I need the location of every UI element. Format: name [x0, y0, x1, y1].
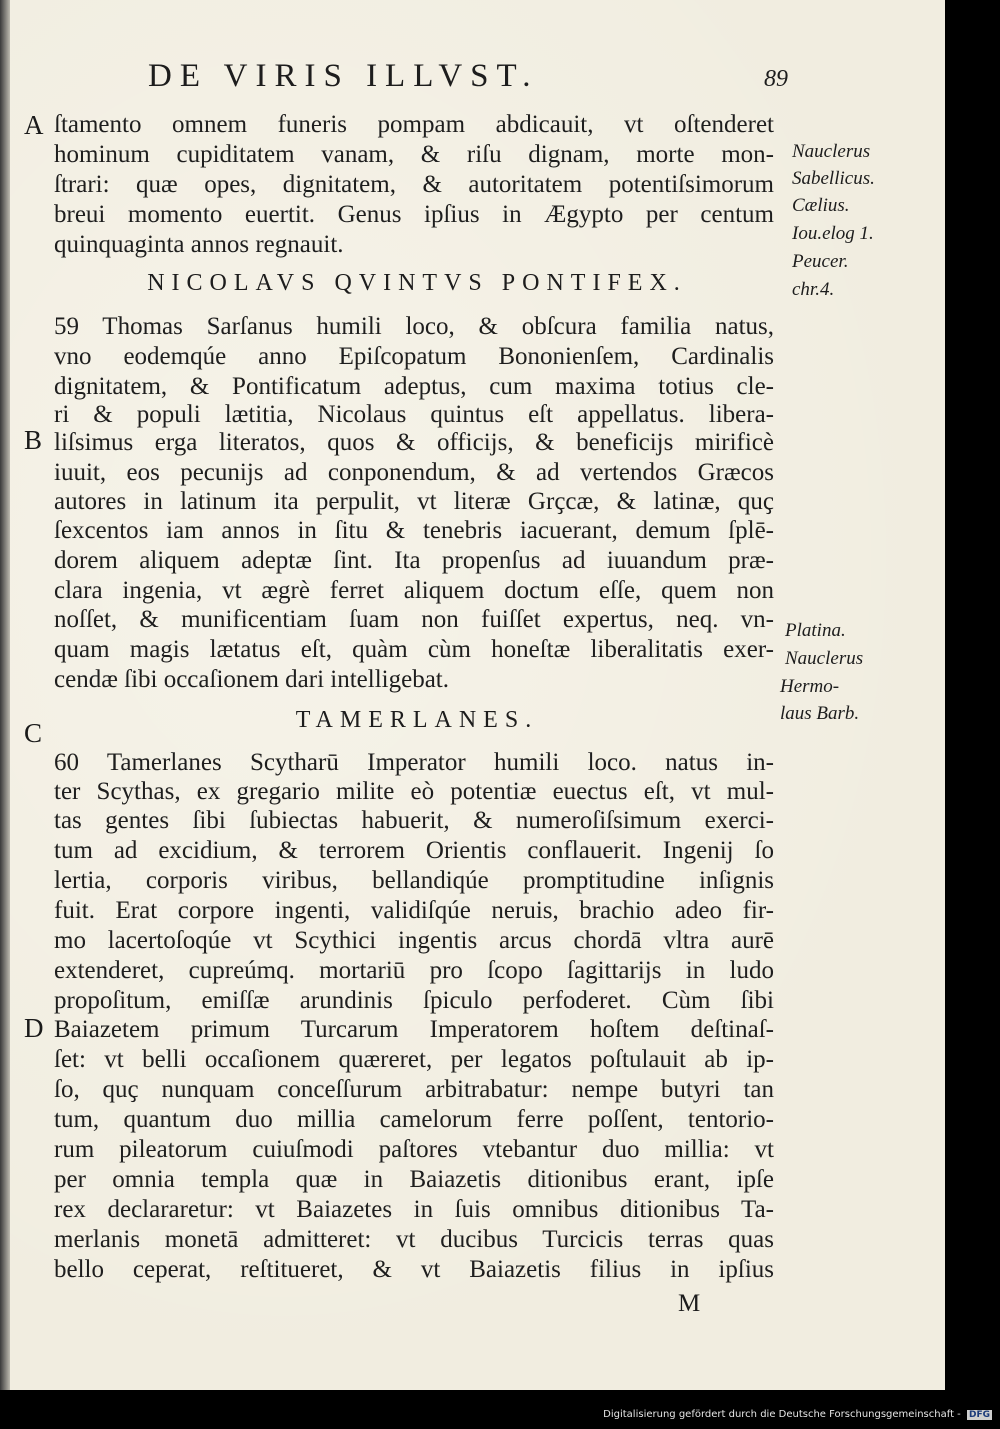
text-line: bello ceperat, reſtitueret, & vt Baiazetis filius in ipſius: [54, 1256, 774, 1283]
marginal-note: Sabellicus.: [792, 168, 875, 189]
text-line: quinquaginta annos regnauit.: [54, 231, 344, 258]
text-line: extenderet, cupreúmq. mortariū pro ſcopo ſagittarijs in ludo: [54, 957, 774, 984]
dfg-logo: DFG: [968, 1410, 990, 1420]
text-line: rum pileatorum cuiuſmodi paſtores vtebantur duo millia: vt: [54, 1136, 774, 1163]
text-line: noſſet, & munificentiam ſuam non fuiſſet expertus, neq. vn-: [54, 606, 774, 633]
text-line: autores in latinum ita perpulit, vt literæ Grҫcæ, & latinæ, quҫ: [54, 488, 774, 515]
section-heading-tamerlanes: TAMERLANES.: [295, 707, 539, 733]
credit-text: Digitalisierung gefördert durch die Deutsche Forschungsgemeinschaft -: [603, 1409, 961, 1420]
marginal-note: Nauclerus: [792, 141, 871, 162]
marginal-note: Cælius.: [792, 195, 850, 216]
page-gutter: [0, 0, 10, 1390]
marginal-note: Peucer.: [792, 251, 849, 272]
margin-letter-b: B: [24, 425, 43, 455]
margin-letter-a: A: [24, 110, 44, 140]
text-line: ſet: vt belli occaſionem quæreret, per legatos poſtulauit ab ip-: [54, 1046, 774, 1073]
marginal-note: Hermo-: [780, 676, 840, 697]
signature-mark: M: [678, 1290, 701, 1317]
text-line: dorem aliquem adeptæ ſint. Ita propenſus ad iuuandum præ-: [54, 547, 774, 574]
margin-letter-c: C: [24, 718, 43, 748]
running-header: [148, 58, 788, 95]
text-line: quam magis lætatus eſt, quàm cùm honeſtæ liberalitatis exer-: [54, 636, 774, 663]
text-line: iuuit, eos pecunijs ad conponendum, & ad vertendos Græcos: [54, 459, 774, 486]
text-line: ſo, quҫ nunquam conceſſurum arbitrabatur: nempe butyri tan: [54, 1076, 774, 1103]
marginal-note: Nauclerus: [785, 648, 864, 669]
marginal-note: laus Barb.: [780, 703, 860, 724]
digitization-credit: [603, 1409, 992, 1420]
text-line: clara ingenia, vt ægrè ferret aliquem doctum eſſe, quem non: [54, 577, 774, 604]
text-line: dignitatem, & Pontificatum adeptus, cum maxima totius cle-: [54, 373, 774, 400]
text-line: fuit. Erat corpore ingenti, validiſqúe neruis, brachio adeo fir-: [54, 897, 774, 924]
running-title: DE VIRIS ILLVST.: [148, 58, 539, 94]
text-line: mo lacertoſoqúe vt Scythici ingentis arcus chordā vltra aurē: [54, 927, 774, 954]
text-line: vno eodemqúe anno Epiſcopatum Bononienſem, Cardinalis: [54, 343, 774, 370]
text-line: 60 Tamerlanes Scytharū Imperator humili loco. natus in-: [54, 749, 774, 776]
text-line: rex declararetur: vt Baiazetes in ſuis omnibus ditionibus Ta-: [54, 1196, 774, 1223]
text-line: ſexcentos iam annos in ſitu & tenebris iacuerant, demum ſplē-: [54, 517, 774, 544]
text-line: merlanis monetā admitteret: vt ducibus Turcicis terras quas: [54, 1226, 774, 1253]
marginal-note: Platina.: [785, 620, 846, 641]
text-line: ſtamento omnem funeris pompam abdicauit, vt oſtenderet: [54, 111, 774, 138]
text-line: ri & populi lætitia, Nicolaus quintus eſt appellatus. libera-: [54, 401, 774, 428]
margin-letter-d: D: [24, 1013, 44, 1043]
text-line: liſsimus erga literatos, quos & officijs, & beneficijs mirificè: [54, 429, 774, 456]
text-line: ter Scythas, ex gregario milite eò potentiæ euectus eſt, vt mul-: [54, 778, 774, 805]
text-line: tas gentes ſibi ſubiectas habuerit, & numeroſiſsimum exerci-: [54, 807, 774, 834]
marginal-note: chr.4.: [792, 279, 835, 300]
text-line: per omnia templa quæ in Baiazetis ditionibus erant, ipſe: [54, 1166, 774, 1193]
text-line: tum ad excidium, & terrorem Orientis conflauerit. Ingenij ſo: [54, 837, 774, 864]
text-line: ſtrari: quæ opes, dignitatem, & autoritatem potentiſsimorum: [54, 171, 774, 198]
text-line: hominum cupiditatem vanam, & riſu dignam, morte mon-: [54, 141, 774, 168]
section-heading-nicolaus: NICOLAVS QVINTVS PONTIFEX.: [147, 270, 687, 296]
text-line: propoſitum, emiſſæ arundinis ſpiculo perfoderet. Cùm ſibi: [54, 987, 774, 1014]
text-line: cendæ ſibi occaſionem dari intelligebat.: [54, 666, 450, 693]
text-line: 59 Thomas Sarſanus humili loco, & obſcura familia natus,: [54, 313, 774, 340]
text-line: breui momento euertit. Genus ipſius in Ægypto per centum: [54, 201, 774, 228]
marginal-note: Iou.elog 1.: [792, 223, 874, 244]
text-line: Baiazetem primum Turcarum Imperatorem hoſtem deſtinaſ-: [54, 1016, 774, 1043]
folio-number: 89: [764, 66, 788, 92]
text-line: lertia, corporis viribus, bellandiqúe promptitudine inſignis: [54, 867, 774, 894]
text-line: tum, quantum duo millia camelorum ferre poſſent, tentorio-: [54, 1106, 774, 1133]
